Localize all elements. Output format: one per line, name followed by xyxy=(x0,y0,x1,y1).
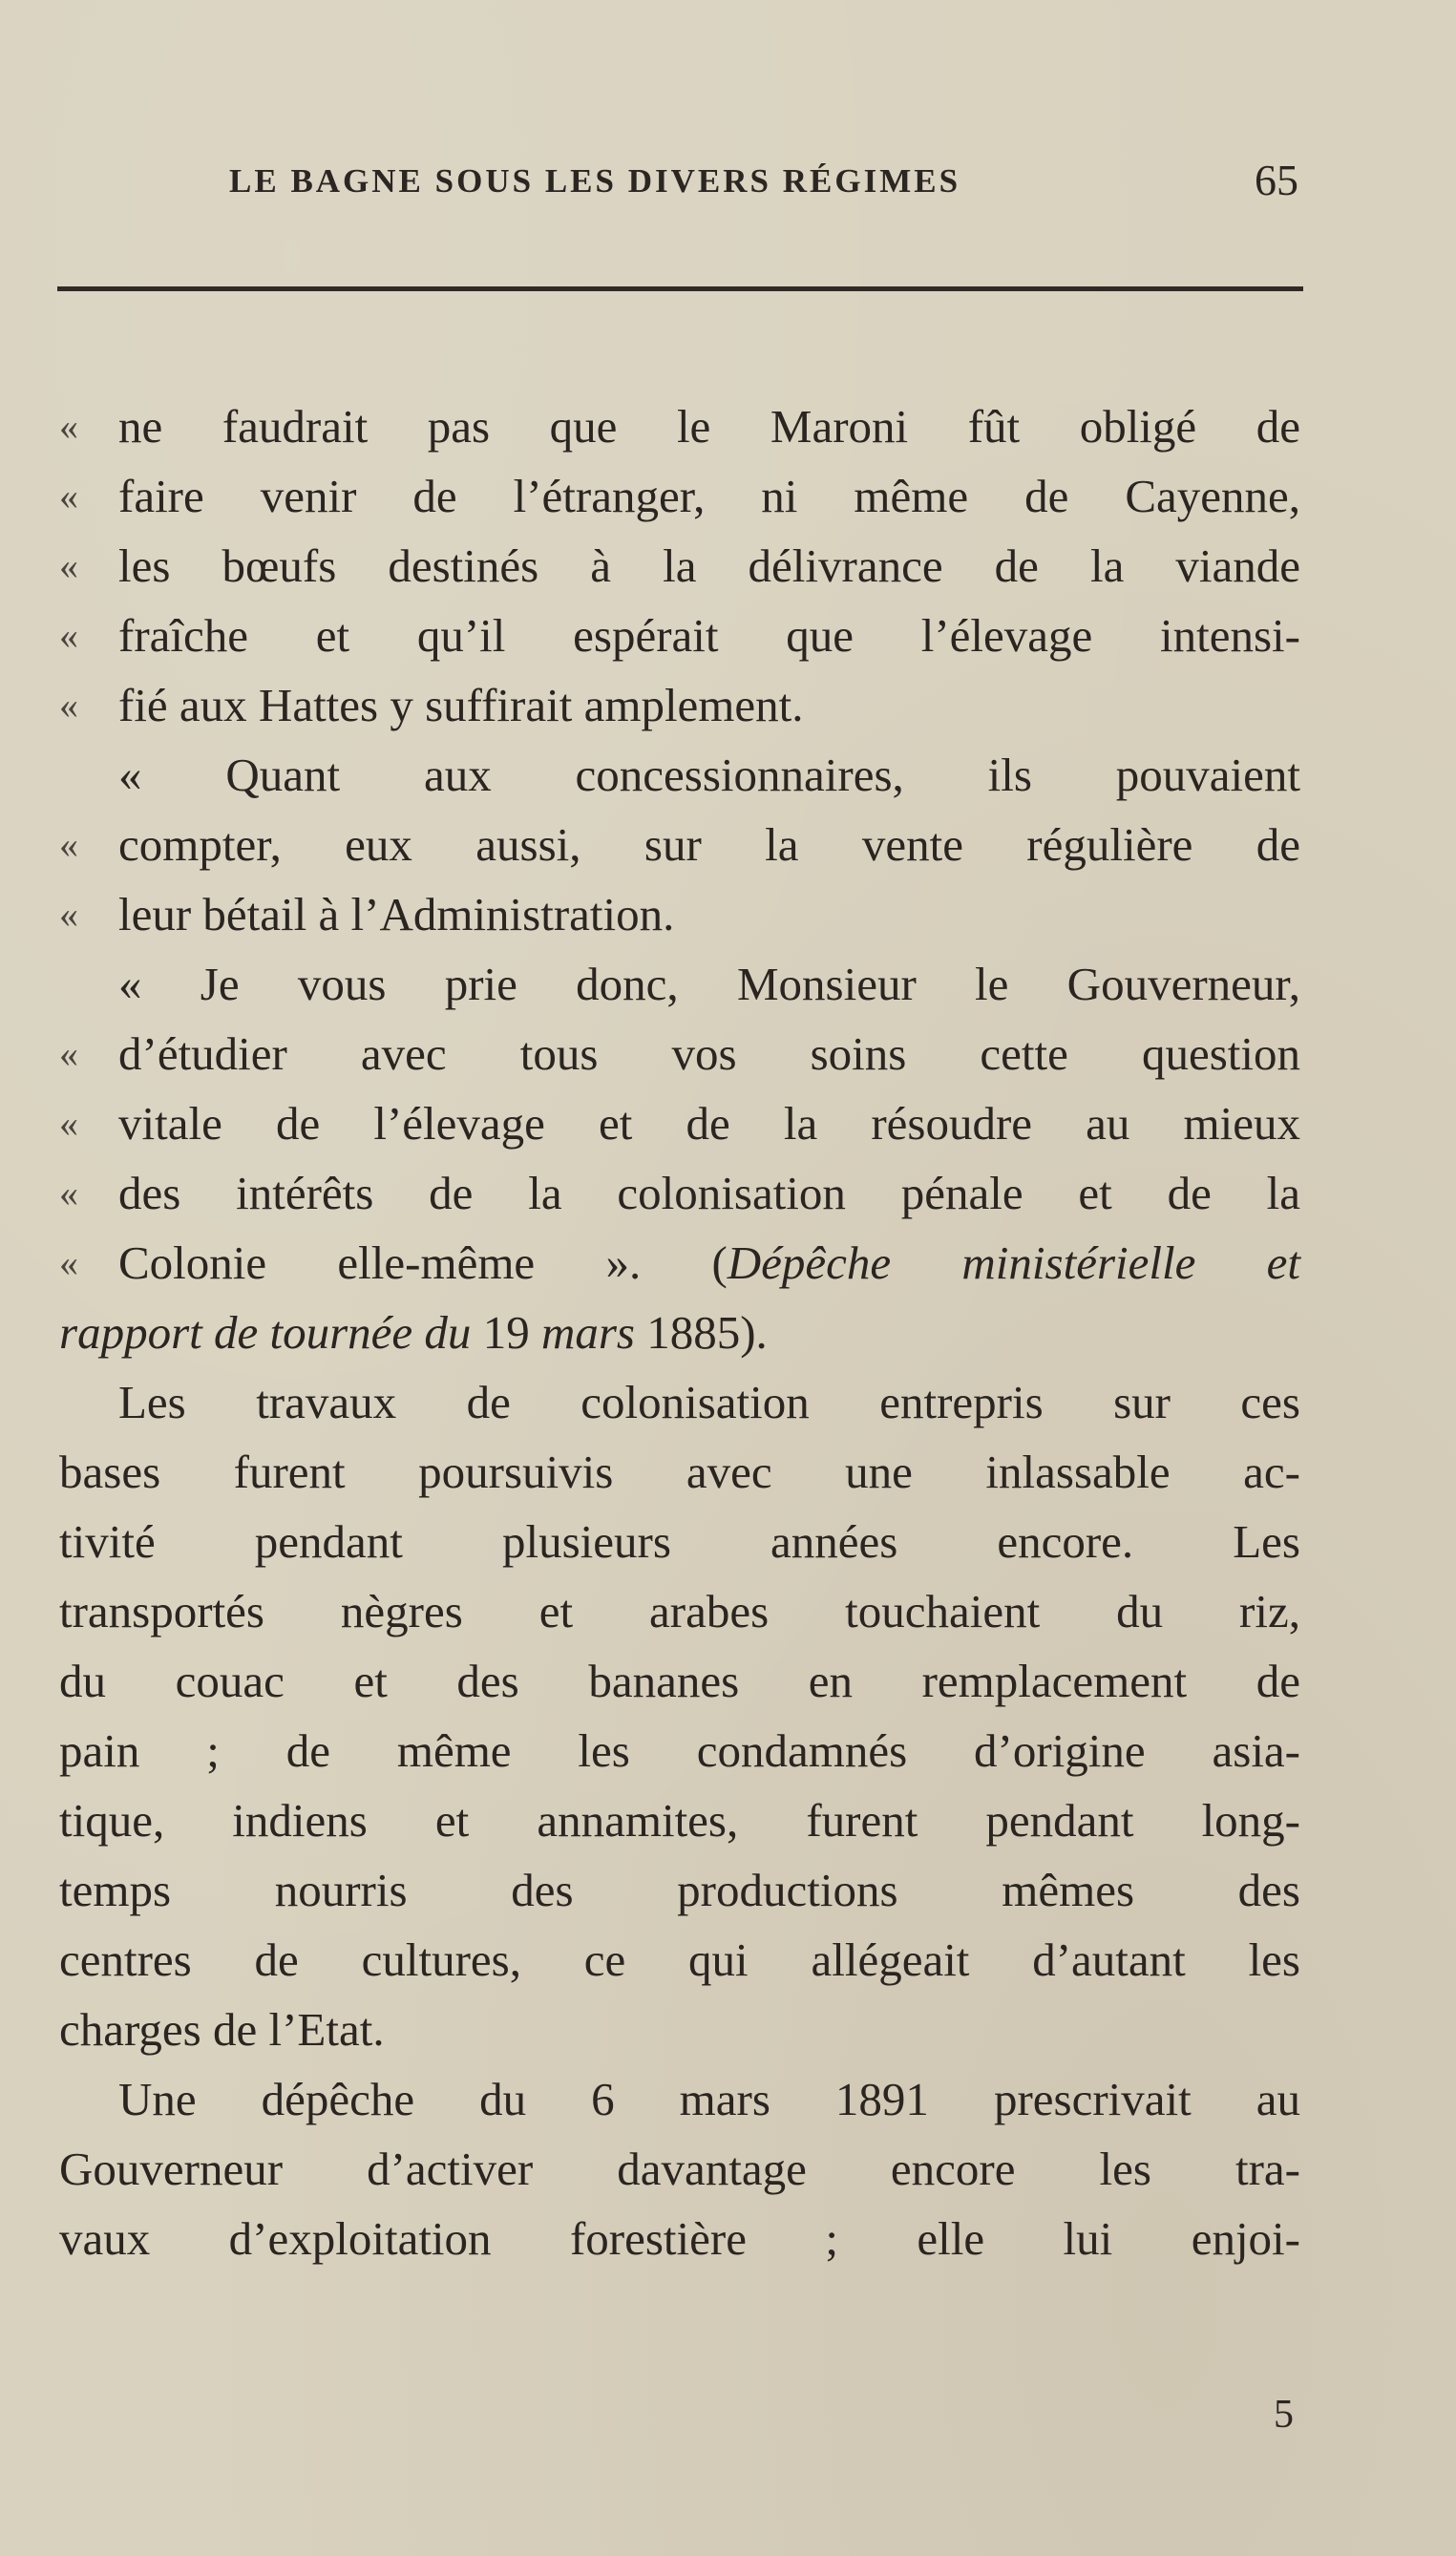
text-line: charges de l’Etat. xyxy=(59,2003,385,2056)
quote-mark: « xyxy=(59,614,78,657)
text-line: « faire venir de l’étranger, ni même de Cayenne, xyxy=(59,461,1300,531)
page-header xyxy=(57,151,1298,227)
page-number: 65 xyxy=(1255,156,1298,204)
text-line: temps nourris des productions mêmes des xyxy=(59,1864,1300,1916)
text-line: « fraîche et qu’il espérait que l’élevage intensi- xyxy=(59,601,1300,670)
text-line: pain ; de même les condamnés d’origine asia- xyxy=(59,1724,1300,1777)
quote-mark: « xyxy=(59,1032,78,1075)
text-line: « compter, eux aussi, sur la vente régulière de xyxy=(59,810,1300,879)
text-line: « Quant aux concessionnaires, ils pouvaient xyxy=(118,749,1300,801)
text-line: « les bœufs destinés à la délivrance de la viande xyxy=(59,531,1300,601)
quote-mark: « xyxy=(59,823,78,866)
text-line: rapport de tournée du 19 mars 1885). xyxy=(59,1306,768,1359)
text-line: « d’étudier avec tous vos soins cette question xyxy=(59,1019,1300,1088)
text-line: Une dépêche du 6 mars 1891 prescrivait au xyxy=(118,2073,1300,2125)
text-line: transportés nègres et arabes touchaient du riz, xyxy=(59,1585,1300,1637)
quote-mark: « xyxy=(59,1241,78,1284)
text-line: vaux d’exploitation forestière ; elle lui enjoi- xyxy=(59,2212,1300,2265)
quote-mark: « xyxy=(59,475,78,518)
text-line: « ne faudrait pas que le Maroni fût obligé de xyxy=(59,391,1300,461)
header-rule xyxy=(57,286,1303,291)
quote-mark: « xyxy=(59,684,78,727)
text-line: « Colonie elle-même ». (Dépêche ministérielle et xyxy=(59,1228,1300,1298)
quote-mark: « xyxy=(59,893,78,936)
running-title: LE BAGNE SOUS LES DIVERS RÉGIMES xyxy=(229,162,961,200)
text-line: « Je vous prie donc, Monsieur le Gouverneur, xyxy=(118,958,1300,1010)
text-line: du couac et des bananes en remplacement de xyxy=(59,1655,1300,1707)
body-text xyxy=(59,391,1300,2273)
text-line: tique, indiens et annamites, furent pendant long- xyxy=(59,1794,1300,1847)
quote-mark: « xyxy=(59,1172,78,1215)
quote-mark: « xyxy=(59,1102,78,1145)
text-line: « leur bétail à l’Administration. xyxy=(59,879,1300,949)
text-line: centres de cultures, ce qui allégeait d’autant les xyxy=(59,1933,1300,1986)
signature-mark: 5 xyxy=(1274,2393,1294,2437)
text-line: « des intérêts de la colonisation pénale et de la xyxy=(59,1158,1300,1228)
text-line: bases furent poursuivis avec une inlassable ac- xyxy=(59,1446,1300,1498)
text-line: « fié aux Hattes y suffirait amplement. xyxy=(59,670,1300,740)
quote-mark: « xyxy=(59,544,78,587)
text-line: Les travaux de colonisation entrepris sur ces xyxy=(118,1376,1300,1428)
text-line: tivité pendant plusieurs années encore. Les xyxy=(59,1515,1300,1568)
quote-mark: « xyxy=(59,405,78,448)
text-line: « vitale de l’élevage et de la résoudre au mieux xyxy=(59,1088,1300,1158)
text-line: Gouverneur d’activer davantage encore les tra- xyxy=(59,2143,1300,2195)
